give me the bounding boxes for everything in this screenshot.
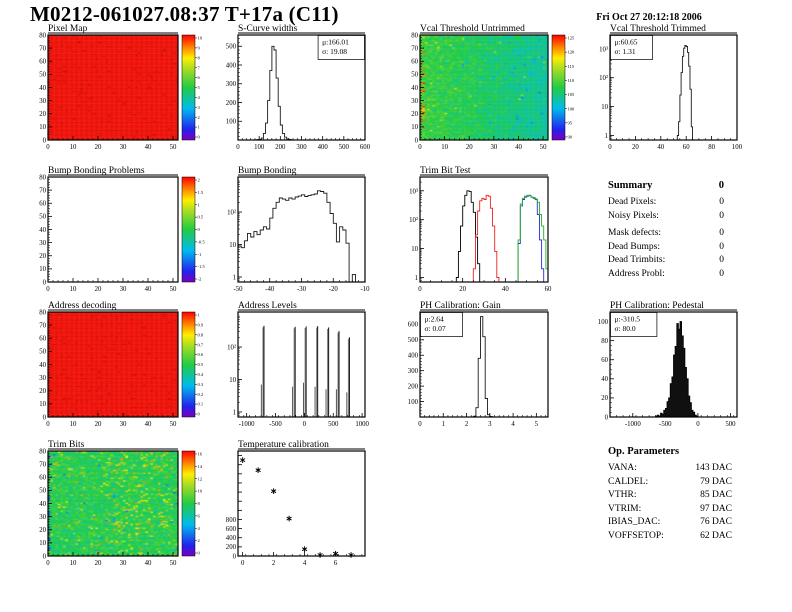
svg-text:115: 115 <box>567 63 575 69</box>
svg-text:10: 10 <box>411 246 418 254</box>
svg-text:0.2: 0.2 <box>197 391 204 397</box>
svg-text:10: 10 <box>39 540 46 548</box>
vcal-threshold-trimmed-chart <box>590 22 743 153</box>
svg-text:200: 200 <box>225 544 236 552</box>
svg-text:4: 4 <box>197 525 200 531</box>
svg-text:70: 70 <box>411 45 418 53</box>
table-row: CALDEL: 79 DAC <box>608 476 732 487</box>
op-parameters-title: Op. Parameters <box>608 446 680 457</box>
svg-text:80: 80 <box>39 309 46 317</box>
svg-text:0: 0 <box>696 421 700 428</box>
svg-text:2: 2 <box>197 114 200 120</box>
table-row: VOFFSETOP: 62 DAC <box>608 530 732 541</box>
svg-text:0: 0 <box>240 560 245 567</box>
svg-text:20: 20 <box>632 144 639 151</box>
svg-text:10: 10 <box>229 377 236 385</box>
svg-text:16: 16 <box>197 451 202 457</box>
svg-text:0: 0 <box>414 137 418 145</box>
summary-grade: 0 <box>718 180 724 191</box>
svg-text:0.7: 0.7 <box>197 342 204 348</box>
svg-text:50: 50 <box>39 213 46 221</box>
svg-text:0: 0 <box>608 144 612 151</box>
vcal-threshold-untrimmed-chart <box>400 22 576 153</box>
svg-text:6: 6 <box>333 560 338 567</box>
summary-panel <box>608 180 724 281</box>
svg-text:200: 200 <box>407 383 418 391</box>
svg-text:0: 0 <box>46 560 50 567</box>
timestamp: Fri Oct 27 20:12:18 2006 <box>596 12 702 23</box>
svg-text:3: 3 <box>488 421 492 428</box>
svg-text:0: 0 <box>46 286 50 293</box>
svg-text:95: 95 <box>567 120 572 126</box>
svg-text:1: 1 <box>414 275 418 283</box>
table-row: VTRIM: 97 DAC <box>608 503 732 514</box>
svg-text:10³: 10³ <box>409 188 418 196</box>
svg-text:0: 0 <box>42 414 46 422</box>
svg-text:1: 1 <box>604 133 608 141</box>
svg-text:10: 10 <box>69 144 77 151</box>
svg-text:0: 0 <box>418 286 422 293</box>
svg-text:500: 500 <box>338 144 349 151</box>
address-decoding-chart <box>28 299 206 430</box>
svg-text:0: 0 <box>418 144 422 151</box>
svg-text:600: 600 <box>359 144 371 151</box>
svg-text:600: 600 <box>225 525 236 533</box>
svg-text:40: 40 <box>39 361 46 369</box>
table-row: Mask defects: 0 <box>608 228 724 238</box>
trim_bits-svg <box>28 438 206 569</box>
svg-text:Address decoding: Address decoding <box>48 301 117 311</box>
trimbit_test-svg <box>400 164 554 295</box>
svg-text:40: 40 <box>144 144 152 151</box>
svg-text:0.8: 0.8 <box>197 332 204 338</box>
svg-text:20: 20 <box>94 560 102 567</box>
svg-text:0: 0 <box>46 144 50 151</box>
svg-text:Bump Bonding: Bump Bonding <box>238 166 297 176</box>
table-row: VANA: 143 DAC <box>608 463 732 473</box>
svg-text:μ:166.01: μ:166.01 <box>322 37 349 47</box>
svg-text:50: 50 <box>411 71 418 79</box>
svg-text:10: 10 <box>39 401 46 409</box>
svg-text:90: 90 <box>567 134 572 140</box>
svg-text:0: 0 <box>197 411 200 417</box>
svg-text:100: 100 <box>225 118 236 126</box>
svg-text:-500: -500 <box>269 421 282 428</box>
svg-text:12: 12 <box>197 476 202 482</box>
svg-text:60: 60 <box>544 286 552 293</box>
table-row: Dead Bumps: 0 <box>608 241 724 252</box>
svg-text:110: 110 <box>567 78 575 84</box>
svg-text:800: 800 <box>225 516 236 524</box>
svg-text:-20: -20 <box>328 286 338 293</box>
svg-text:Trim Bits: Trim Bits <box>48 440 85 450</box>
svg-text:400: 400 <box>225 62 236 70</box>
svg-text:6: 6 <box>197 513 200 519</box>
svg-text:0.6: 0.6 <box>197 352 204 358</box>
svg-text:3: 3 <box>197 104 200 110</box>
svg-text:10: 10 <box>69 560 77 567</box>
svg-text:-0.5: -0.5 <box>197 239 205 245</box>
svg-text:50: 50 <box>169 421 177 428</box>
table-row: Dead Trimbits: 0 <box>608 255 724 265</box>
svg-text:1: 1 <box>197 312 200 318</box>
svg-text:0.4: 0.4 <box>197 372 204 377</box>
svg-text:10²: 10² <box>409 217 418 225</box>
svg-text:60: 60 <box>601 357 608 365</box>
svg-text:1: 1 <box>232 274 236 282</box>
svg-text:60: 60 <box>39 200 46 208</box>
svg-text:2: 2 <box>271 560 276 567</box>
svg-text:1: 1 <box>197 202 200 208</box>
address-levels-chart <box>218 299 371 430</box>
svg-text:0: 0 <box>197 227 200 233</box>
svg-text:40: 40 <box>144 286 152 293</box>
table-row: Address Probl: 0 <box>608 268 724 279</box>
svg-text:10: 10 <box>69 286 77 293</box>
svg-text:40: 40 <box>411 84 418 92</box>
svg-text:70: 70 <box>39 322 46 330</box>
svg-text:40: 40 <box>39 84 46 92</box>
svg-text:0.5: 0.5 <box>197 362 204 368</box>
svg-text:50: 50 <box>39 71 46 79</box>
svg-text:40: 40 <box>144 560 152 567</box>
svg-text:10: 10 <box>411 124 418 132</box>
svg-text:600: 600 <box>407 321 418 329</box>
svg-text:40: 40 <box>39 500 46 508</box>
bump_bonding-svg <box>218 164 371 295</box>
svg-text:Pixel Map: Pixel Map <box>48 24 88 34</box>
svg-text:20: 20 <box>39 111 46 119</box>
svg-text:1000: 1000 <box>355 421 369 428</box>
svg-text:80: 80 <box>39 32 46 40</box>
svg-text:120: 120 <box>567 49 575 55</box>
svg-text:70: 70 <box>39 461 46 469</box>
pixel-map-chart <box>28 22 206 153</box>
svg-text:500: 500 <box>225 43 236 51</box>
svg-text:-50: -50 <box>233 286 243 293</box>
svg-text:Trim Bit Test: Trim Bit Test <box>420 166 471 176</box>
svg-text:14: 14 <box>197 463 202 469</box>
op-parameters-panel <box>608 446 732 543</box>
bump_problems-svg <box>28 164 206 295</box>
svg-text:80: 80 <box>411 32 418 40</box>
svg-text:-30: -30 <box>296 286 307 293</box>
svg-text:0: 0 <box>232 553 236 561</box>
svg-text:0: 0 <box>42 553 46 561</box>
svg-text:40: 40 <box>501 286 509 293</box>
svg-text:100: 100 <box>567 106 575 112</box>
table-row: Noisy Pixels: 0 <box>608 210 724 221</box>
svg-text:1: 1 <box>197 124 200 130</box>
summary-rows <box>608 196 724 281</box>
svg-text:Bump Bonding Problems: Bump Bonding Problems <box>48 166 145 176</box>
svg-text:80: 80 <box>601 337 608 345</box>
ph-calibration-pedestal-chart <box>590 299 743 430</box>
svg-text:0: 0 <box>302 421 307 428</box>
svg-text:500: 500 <box>328 421 339 428</box>
svg-text:10: 10 <box>39 124 46 132</box>
svg-text:30: 30 <box>39 513 46 521</box>
svg-text:1: 1 <box>441 421 445 428</box>
svg-text:80: 80 <box>39 448 46 456</box>
svg-text:20: 20 <box>39 388 46 396</box>
ph-calibration-gain-chart <box>400 299 554 430</box>
svg-text:PH Calibration: Gain: PH Calibration: Gain <box>420 301 501 311</box>
svg-text:5: 5 <box>197 85 200 91</box>
svg-text:σ: 1.31: σ: 1.31 <box>614 47 636 56</box>
svg-text:60: 60 <box>39 58 46 66</box>
table-row: Dead Pixels: 0 <box>608 197 724 207</box>
svg-text:Vcal Threshold Trimmed: Vcal Threshold Trimmed <box>610 24 706 34</box>
svg-text:60: 60 <box>411 58 418 66</box>
svg-text:0.5: 0.5 <box>197 214 204 220</box>
svg-text:300: 300 <box>225 81 236 89</box>
address_decoding-svg <box>28 299 206 430</box>
svg-text:70: 70 <box>39 45 46 53</box>
svg-text:1: 1 <box>232 409 236 417</box>
svg-text:10²: 10² <box>599 75 608 83</box>
svg-text:0: 0 <box>42 137 46 145</box>
svg-text:2: 2 <box>197 177 200 183</box>
svg-text:0: 0 <box>197 550 200 556</box>
svg-text:50: 50 <box>539 144 547 151</box>
svg-text:σ: 80.0: σ: 80.0 <box>614 324 636 333</box>
svg-text:60: 60 <box>682 144 690 151</box>
trim-bits-chart <box>28 438 206 569</box>
svg-text:-1: -1 <box>197 251 202 257</box>
svg-text:50: 50 <box>39 348 46 356</box>
scurve-svg <box>218 22 371 153</box>
svg-text:40: 40 <box>657 144 665 151</box>
svg-text:400: 400 <box>225 535 236 543</box>
svg-text:0.9: 0.9 <box>197 322 204 328</box>
svg-text:200: 200 <box>275 144 286 151</box>
svg-text:2: 2 <box>464 421 469 428</box>
ph_gain-svg <box>400 299 554 430</box>
svg-text:10²: 10² <box>227 209 236 217</box>
svg-text:0.1: 0.1 <box>197 401 204 407</box>
svg-text:-1000: -1000 <box>238 421 255 428</box>
svg-text:30: 30 <box>490 144 498 151</box>
svg-text:6: 6 <box>197 75 200 81</box>
svg-text:10: 10 <box>197 35 202 41</box>
svg-text:-10: -10 <box>360 286 370 293</box>
svg-text:Temperature calibration: Temperature calibration <box>238 440 329 450</box>
table-row: VTHR: 85 DAC <box>608 490 732 500</box>
svg-text:-1000: -1000 <box>624 421 641 428</box>
temp_cal-svg <box>218 438 371 569</box>
svg-text:20: 20 <box>459 286 467 293</box>
svg-text:100: 100 <box>597 318 608 326</box>
svg-text:0: 0 <box>418 421 422 428</box>
svg-text:0: 0 <box>42 279 46 287</box>
address_levels-svg <box>218 299 371 430</box>
summary-title: Summary <box>608 180 653 191</box>
svg-text:-2: -2 <box>197 276 202 282</box>
svg-text:100: 100 <box>407 398 418 406</box>
svg-text:10: 10 <box>39 266 46 274</box>
svg-text:400: 400 <box>317 144 328 151</box>
svg-text:500: 500 <box>407 337 418 345</box>
svg-text:20: 20 <box>94 144 102 151</box>
svg-text:-40: -40 <box>265 286 275 293</box>
svg-text:0: 0 <box>197 134 200 140</box>
bump-bonding-chart <box>218 164 371 295</box>
svg-text:20: 20 <box>601 395 608 403</box>
svg-text:20: 20 <box>94 421 102 428</box>
svg-text:30: 30 <box>39 97 46 105</box>
svg-text:50: 50 <box>39 487 46 495</box>
svg-text:20: 20 <box>39 527 46 535</box>
svg-text:0: 0 <box>236 144 240 151</box>
svg-text:100: 100 <box>254 144 265 151</box>
svg-text:70: 70 <box>39 187 46 195</box>
svg-text:40: 40 <box>39 226 46 234</box>
svg-text:10: 10 <box>601 104 608 112</box>
svg-text:PH Calibration: Pedestal: PH Calibration: Pedestal <box>610 301 704 311</box>
pixel_map-svg <box>28 22 206 153</box>
scurve-widths-chart <box>218 22 371 153</box>
svg-text:μ:2.64: μ:2.64 <box>424 314 444 324</box>
svg-text:-1.5: -1.5 <box>197 264 205 270</box>
svg-text:10: 10 <box>229 242 236 250</box>
table-row: IBIAS_DAC: 76 DAC <box>608 517 732 527</box>
svg-text:-500: -500 <box>659 421 672 428</box>
page-title: M0212-061027.08:37 T+17a (C11) <box>30 2 339 26</box>
svg-text:Vcal Threshold Untrimmed: Vcal Threshold Untrimmed <box>420 24 525 34</box>
svg-text:300: 300 <box>407 367 418 375</box>
svg-text:300: 300 <box>296 144 307 151</box>
svg-text:10²: 10² <box>227 344 236 352</box>
bump-bonding-problems-chart <box>28 164 206 295</box>
svg-text:20: 20 <box>411 111 418 119</box>
svg-text:0.3: 0.3 <box>197 381 204 387</box>
svg-text:105: 105 <box>567 92 575 98</box>
svg-text:9: 9 <box>197 45 200 51</box>
svg-text:40: 40 <box>515 144 522 151</box>
svg-text:30: 30 <box>119 421 127 428</box>
svg-text:σ: 0.07: σ: 0.07 <box>424 324 446 333</box>
svg-text:Address Levels: Address Levels <box>238 301 297 311</box>
svg-text:σ: 19.08: σ: 19.08 <box>322 47 347 56</box>
svg-text:30: 30 <box>119 144 127 151</box>
ph_pedestal-svg <box>590 299 743 430</box>
svg-text:50: 50 <box>169 560 177 567</box>
svg-text:10: 10 <box>441 144 449 151</box>
svg-text:400: 400 <box>407 352 418 360</box>
svg-text:4: 4 <box>511 421 515 428</box>
svg-text:80: 80 <box>708 144 715 151</box>
svg-text:10: 10 <box>197 488 202 494</box>
svg-text:20: 20 <box>465 144 473 151</box>
svg-text:30: 30 <box>119 286 127 293</box>
svg-text:100: 100 <box>731 144 743 151</box>
svg-text:50: 50 <box>169 144 177 151</box>
vcal_trimmed-svg <box>590 22 743 153</box>
svg-text:2: 2 <box>197 538 200 544</box>
svg-text:60: 60 <box>39 335 46 343</box>
svg-text:50: 50 <box>169 286 177 293</box>
svg-text:μ:60.65: μ:60.65 <box>614 37 638 47</box>
svg-text:S-Curve widths: S-Curve widths <box>238 24 298 34</box>
svg-text:125: 125 <box>567 35 575 41</box>
svg-text:60: 60 <box>39 474 46 482</box>
svg-text:10³: 10³ <box>599 46 608 54</box>
svg-text:20: 20 <box>94 286 102 293</box>
svg-text:7: 7 <box>197 65 200 71</box>
svg-text:4: 4 <box>197 95 200 100</box>
svg-text:4: 4 <box>302 560 307 567</box>
temperature-calibration-chart <box>218 438 371 569</box>
svg-text:200: 200 <box>225 99 236 107</box>
svg-text:10: 10 <box>69 421 77 428</box>
svg-text:40: 40 <box>144 421 152 428</box>
svg-text:30: 30 <box>39 374 46 382</box>
svg-text:40: 40 <box>601 376 608 384</box>
svg-text:500: 500 <box>725 421 736 428</box>
svg-text:8: 8 <box>197 501 200 507</box>
op-parameters-rows <box>608 462 732 543</box>
svg-text:1.5: 1.5 <box>197 189 204 195</box>
svg-text:30: 30 <box>119 560 127 567</box>
svg-text:30: 30 <box>39 239 46 247</box>
trim-bit-test-chart <box>400 164 554 295</box>
svg-text:0: 0 <box>604 414 608 422</box>
svg-text:μ:-310.5: μ:-310.5 <box>614 314 640 324</box>
svg-text:5: 5 <box>534 421 539 428</box>
vcal_untrimmed-svg <box>400 22 576 153</box>
svg-text:80: 80 <box>39 174 46 182</box>
svg-text:20: 20 <box>39 253 46 261</box>
svg-text:0: 0 <box>46 421 50 428</box>
svg-text:30: 30 <box>411 97 418 105</box>
svg-text:8: 8 <box>197 55 200 61</box>
